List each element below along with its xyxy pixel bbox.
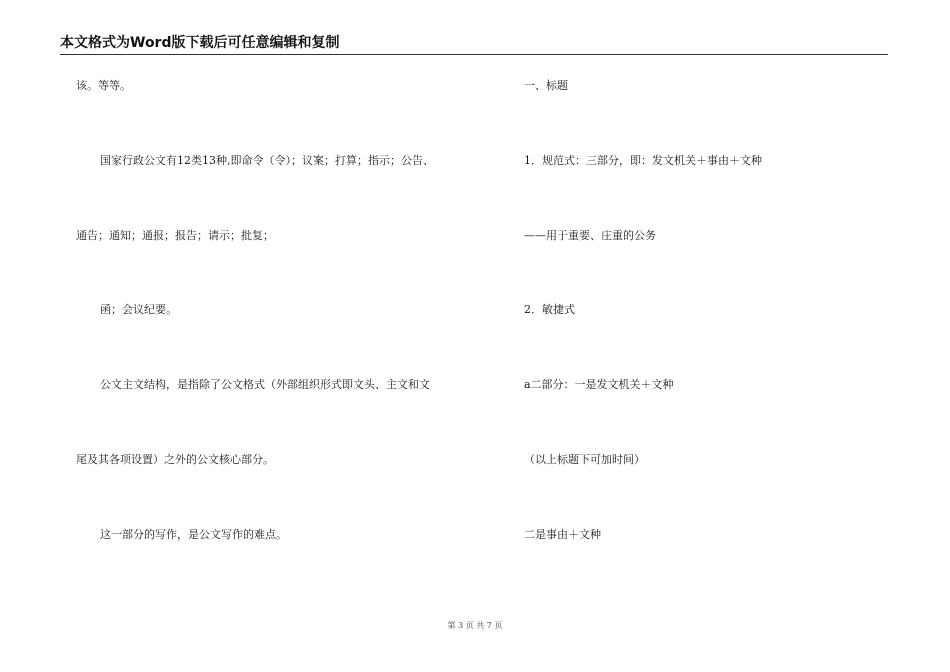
page-header	[60, 34, 888, 55]
page-number: 第 3 页 共 7 页	[447, 621, 503, 630]
right-line-4: 2．敏捷式	[524, 303, 575, 316]
left-line-2: 国家行政公文有12类13种,即命令（令）；议案；打算；指示；公告、	[100, 154, 434, 167]
left-line-3: 通告；通知；通报；报告；请示；批复；	[76, 229, 274, 242]
left-line-7: 这一部分的写作，是公文写作的难点。	[100, 528, 287, 541]
right-line-3: ——用于重要、庄重的公务	[524, 229, 656, 242]
left-line-4: 函；会议纪要。	[100, 303, 177, 316]
right-line-2: 1．规范式：三部分，即：发文机关＋事由＋文种	[524, 154, 762, 167]
right-line-7: 二是事由＋文种	[524, 528, 601, 541]
left-line-1: 该。等等。	[76, 79, 131, 92]
right-line-5: a二部分：一是发文机关＋文种	[524, 378, 674, 391]
header-title: 本文格式为Word版下载后可任意编辑和复制	[60, 35, 340, 51]
right-line-1: 一、标题	[524, 79, 568, 92]
left-line-5: 公文主文结构，是指除了公文格式（外部组织形式即文头、主文和文	[100, 378, 430, 391]
left-line-6: 尾及其各项设置）之外的公文核心部分。	[76, 453, 274, 466]
right-line-6: （以上标题下可加时间）	[524, 453, 645, 466]
